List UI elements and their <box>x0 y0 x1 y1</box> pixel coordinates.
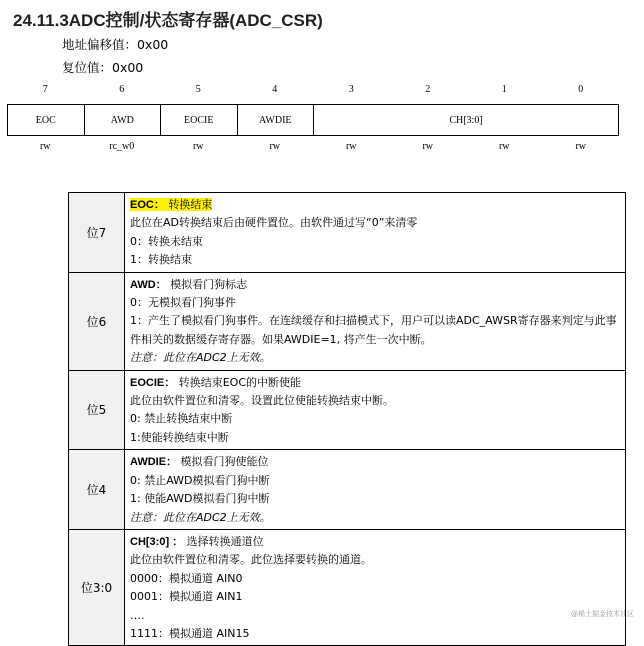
desc-line: 此位由软件置位和清零。设置此位使能转换结束中断。 <box>130 394 394 408</box>
access-row <box>7 141 619 155</box>
bit-label: 位3:0 <box>69 529 125 645</box>
access-type: rc_w0 <box>109 141 135 152</box>
page-title: 24.11.3ADC控制/状态寄存器(ADC_CSR) <box>13 11 323 30</box>
bit-description <box>125 193 626 273</box>
field-title: 转换结束EOC的中断使能 <box>175 375 302 389</box>
bit-label: 位7 <box>69 193 125 273</box>
register-field: AWD <box>85 105 162 135</box>
reset-value: 复位值：0x00 <box>62 60 144 75</box>
bit-description-table <box>68 192 626 646</box>
bit-number: 3 <box>348 84 354 95</box>
field-name: AWD： <box>130 278 167 291</box>
address-offset: 地址偏移值：0x00 <box>62 37 169 52</box>
watermark: @稀土掘金技术社区 <box>571 610 634 618</box>
bit-number: 7 <box>42 84 48 95</box>
access-type: rw <box>39 141 51 152</box>
field-name: AWDIE： <box>130 456 178 469</box>
note-line: 注意：此位在ADC2上无效。 <box>130 351 271 365</box>
desc-line: 1111：模拟通道 AIN15 <box>130 626 250 640</box>
bit-label: 位4 <box>69 450 125 530</box>
desc-line: …. <box>130 608 145 622</box>
register-field: EOC <box>8 105 85 135</box>
desc-line: 1: 使能AWD模拟看门狗中断 <box>130 492 270 506</box>
bit-description <box>125 370 626 450</box>
bit-description <box>125 272 626 370</box>
table-row <box>69 193 626 273</box>
desc-line: 1:使能转换结束中断 <box>130 430 229 444</box>
bit-number: 6 <box>119 84 125 95</box>
desc-line: 0: 禁止AWD模拟看门狗中断 <box>130 473 270 487</box>
field-name: EOC： <box>130 199 165 211</box>
register-field: EOCIE <box>161 105 238 135</box>
access-type: rw <box>345 141 357 152</box>
desc-line: 0：转换未结束 <box>130 234 203 248</box>
table-row <box>69 272 626 370</box>
desc-line: 0000：模拟通道 AIN0 <box>130 571 243 585</box>
desc-line: 0001：模拟通道 AIN1 <box>130 590 243 604</box>
desc-line: 1：转换结束 <box>130 253 192 267</box>
field-heading <box>130 198 212 211</box>
bit-label: 位5 <box>69 370 125 450</box>
desc-line: 此位在AD转换结束后由硬件置位。由软件通过写“0”来清零 <box>130 216 418 230</box>
register-field: AWDIE <box>238 105 315 135</box>
desc-line: 1：产生了模拟看门狗事件。在连续缓存和扫描模式下，用户可以读ADC_AWSR寄存器来判定与此事件相关的数据缓存寄存器。如果AWDIE=1, 将产生一次中断。 <box>130 314 617 346</box>
bit-number: 4 <box>272 84 278 95</box>
access-type: rw <box>269 141 281 152</box>
field-title: 模拟看门狗使能位 <box>177 455 269 469</box>
field-title: 模拟看门狗标志 <box>166 277 248 291</box>
desc-line: 此位由软件置位和清零。此位选择要转换的通道。 <box>130 553 372 567</box>
access-type: rw <box>575 141 587 152</box>
bit-number: 2 <box>425 84 431 95</box>
bit-description <box>125 529 626 645</box>
bit-description <box>125 450 626 530</box>
bit-number: 1 <box>501 84 507 95</box>
desc-line: 0：无模拟看门狗事件 <box>130 296 236 310</box>
table-row <box>69 370 626 450</box>
table-row <box>69 450 626 530</box>
bit-number-row <box>7 84 619 98</box>
field-title: 选择转换通道位 <box>183 534 264 548</box>
register-field: CH[3:0] <box>449 114 483 126</box>
desc-line: 0: 禁止转换结束中断 <box>130 412 233 426</box>
bit-number: 5 <box>195 84 201 95</box>
register-diagram <box>7 104 619 136</box>
field-name: CH[3:0] ： <box>130 535 184 548</box>
access-type: rw <box>422 141 434 152</box>
access-type: rw <box>192 141 204 152</box>
field-name: EOCIE： <box>130 376 176 389</box>
bit-label: 位6 <box>69 272 125 370</box>
field-title: 转换结束 <box>164 198 213 211</box>
bit-number: 0 <box>578 84 584 95</box>
access-type: rw <box>498 141 510 152</box>
note-line: 注意：此位在ADC2上无效。 <box>130 510 271 524</box>
table-row <box>69 529 626 645</box>
